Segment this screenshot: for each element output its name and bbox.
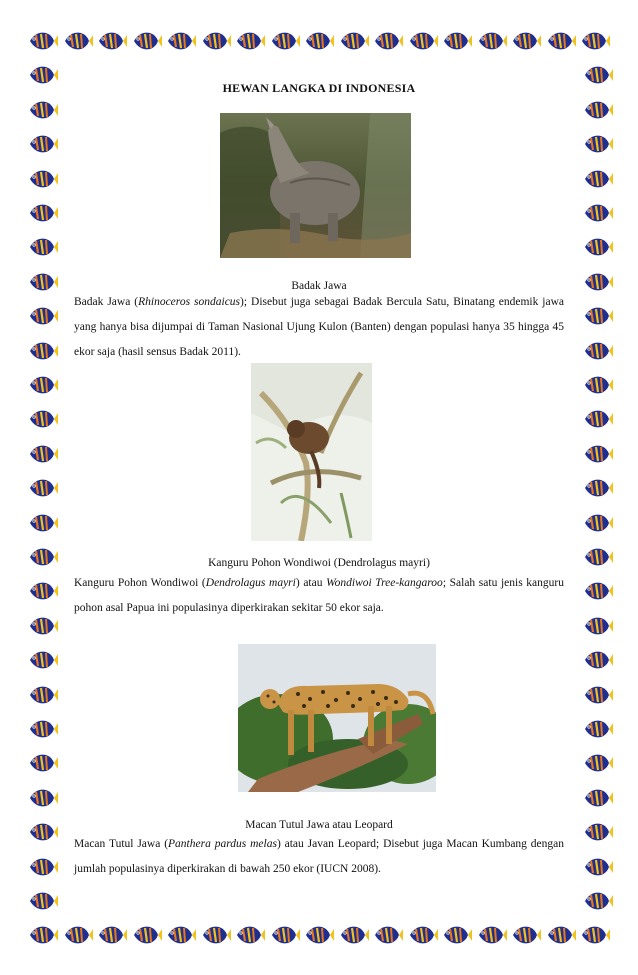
- fish-icon: [28, 684, 58, 706]
- fish-icon: [583, 374, 613, 396]
- scientific-name: Rhinoceros sondaicus: [138, 296, 241, 308]
- fish-icon: [28, 580, 58, 602]
- fish-icon: [408, 924, 438, 946]
- rhinoceros-description: Badak Jawa (Rhinoceros sondaicus); Disebut juga sebagai Badak Bercula Satu, Binatang endemik jawa yang hanya bisa dijumpai di Taman Nasional Ujung Kulon (Banten) dengan populasi hanya 35 hingga 45 ekor saja (hasil sensus Badak 2011).: [74, 296, 564, 358]
- fish-icon: [270, 924, 300, 946]
- fish-icon: [373, 30, 403, 52]
- leopard-description: Macan Tutul Jawa (Panthera pardus melas) atau Javan Leopard; Disebut juga Macan Kumbang dengan jumlah populasinya diperkirakan di bawah 250 ekor (IUCN 2008).: [74, 838, 564, 875]
- fish-icon: [583, 133, 613, 155]
- fish-icon: [408, 30, 438, 52]
- fish-icon: [477, 30, 507, 52]
- fish-icon: [28, 856, 58, 878]
- fish-icon: [580, 30, 610, 52]
- javan-leopard-photo: [238, 644, 436, 792]
- rhinoceros-caption: Badak Jawa: [291, 280, 347, 292]
- fish-icon: [28, 168, 58, 190]
- fish-icon: [28, 236, 58, 258]
- scientific-name: Panthera pardus melas: [168, 838, 277, 850]
- fish-icon: [28, 443, 58, 465]
- fish-icon: [28, 512, 58, 534]
- fish-icon: [583, 305, 613, 327]
- fish-icon: [28, 477, 58, 499]
- fish-icon: [583, 236, 613, 258]
- fish-icon: [166, 30, 196, 52]
- fish-icon: [166, 924, 196, 946]
- fish-icon: [201, 924, 231, 946]
- scientific-name: Dendrolagus mayri: [205, 577, 296, 589]
- fish-icon: [442, 924, 472, 946]
- fish-icon: [583, 615, 613, 637]
- fish-icon: [339, 924, 369, 946]
- fish-icon: [583, 856, 613, 878]
- fish-icon: [28, 924, 58, 946]
- fish-icon: [132, 30, 162, 52]
- fish-icon: [28, 408, 58, 430]
- fish-icon: [511, 30, 541, 52]
- fish-icon: [28, 374, 58, 396]
- fish-icon: [28, 133, 58, 155]
- fish-icon: [583, 443, 613, 465]
- fish-icon: [583, 512, 613, 534]
- fish-icon: [583, 890, 613, 912]
- fish-icon: [201, 30, 231, 52]
- fish-icon: [583, 340, 613, 362]
- fish-icon: [28, 752, 58, 774]
- fish-icon: [583, 684, 613, 706]
- fish-icon: [235, 30, 265, 52]
- fish-icon: [583, 718, 613, 740]
- fish-icon: [28, 30, 58, 52]
- fish-icon: [511, 924, 541, 946]
- fish-icon: [97, 30, 127, 52]
- fish-icon: [28, 340, 58, 362]
- fish-icon: [132, 924, 162, 946]
- fish-icon: [546, 924, 576, 946]
- fish-icon: [546, 30, 576, 52]
- page-title: HEWAN LANGKA DI INDONESIA: [222, 81, 416, 95]
- fish-icon: [583, 99, 613, 121]
- fish-icon: [28, 787, 58, 809]
- fish-icon: [63, 30, 93, 52]
- fish-icon: [28, 99, 58, 121]
- fish-icon: [304, 924, 334, 946]
- fish-icon: [28, 718, 58, 740]
- fish-icon: [583, 202, 613, 224]
- javan-rhinoceros-photo: [220, 113, 411, 258]
- fish-icon: [28, 202, 58, 224]
- tree-kangaroo-photo: [251, 363, 372, 541]
- fish-icon: [28, 615, 58, 637]
- fish-icon: [97, 924, 127, 946]
- fish-icon: [477, 924, 507, 946]
- fish-icon: [583, 649, 613, 671]
- english-name: Wondiwoi Tree-kangaroo: [326, 577, 443, 589]
- fish-icon: [583, 787, 613, 809]
- fish-icon: [339, 30, 369, 52]
- fish-icon: [28, 649, 58, 671]
- fish-icon: [28, 305, 58, 327]
- kangaroo-description: Kanguru Pohon Wondiwoi (Dendrolagus mayri) atau Wondiwoi Tree-kangaroo; Salah satu jenis kanguru pohon asal Papua ini populasinya diperkirakan sekitar 50 ekor saja.: [74, 577, 564, 614]
- fish-icon: [270, 30, 300, 52]
- leopard-caption: Macan Tutul Jawa atau Leopard: [245, 819, 393, 831]
- fish-icon: [442, 30, 472, 52]
- fish-icon: [28, 890, 58, 912]
- fish-icon: [583, 408, 613, 430]
- fish-icon: [580, 924, 610, 946]
- fish-icon: [583, 168, 613, 190]
- kangaroo-caption: Kanguru Pohon Wondiwoi (Dendrolagus mayri): [208, 557, 430, 569]
- fish-icon: [583, 477, 613, 499]
- fish-icon: [235, 924, 265, 946]
- fish-icon: [583, 580, 613, 602]
- fish-icon: [63, 924, 93, 946]
- fish-icon: [304, 30, 334, 52]
- fish-icon: [373, 924, 403, 946]
- fish-icon: [583, 752, 613, 774]
